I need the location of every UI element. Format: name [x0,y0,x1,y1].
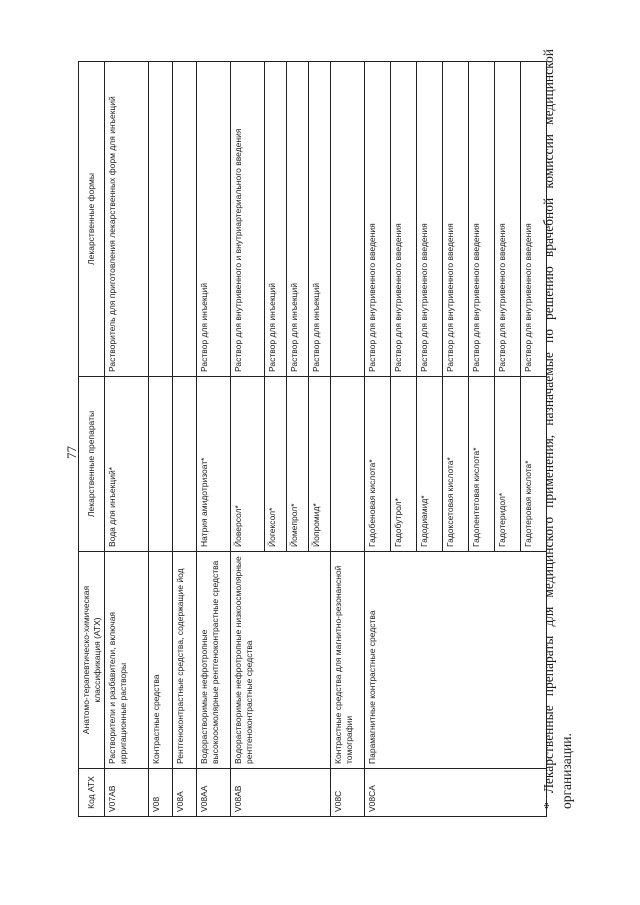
header-code: Код АТХ [79,769,105,817]
cell-form [331,62,365,377]
cell-form: Раствор для инъекций [309,62,331,377]
cell-code: V07AB [105,769,149,817]
table-row [105,62,149,817]
footnote: * Лекарственные препараты для медицинского применения, назначаемые по решению врачебной комиссии медицинской организации. [541,49,574,809]
cell-form: Раствор для внутривенного введения [417,62,443,377]
cell-form: Раствор для внутривенного введения [521,62,547,377]
cell-drug: Натрия амидотризоат* [197,377,231,552]
cell-form: Раствор для внутривенного введения [443,62,469,377]
cell-classification: Водорастворимые нефротропные высокоосмолярные рентгеноконтрастные средства [197,552,231,769]
cell-drug [331,377,365,552]
cell-form: Раствор для внутривенного и внутриартериального введения [231,62,265,377]
table-row [197,62,231,817]
cell-form [149,62,173,377]
cell-drug: Йопромид* [309,377,331,552]
table-row [331,62,365,817]
cell-drug [149,377,173,552]
cell-form: Раствор для внутривенного введения [469,62,495,377]
cell-classification: Рентгеноконтрастные средства, содержащие йод [173,552,197,769]
cell-drug: Гадотеровая кислота* [521,377,547,552]
cell-drug: Гадодиамид* [417,377,443,552]
cell-form: Раствор для инъекций [287,62,309,377]
cell-classification: Водорастворимые нефротропные низкоосмолярные рентгеноконтрастные средства [231,552,331,769]
cell-code: V08A [173,769,197,817]
cell-drug: Вода для инъекций* [105,377,149,552]
cell-classification: Парамагнитные контрастные средства [365,552,547,769]
cell-drug: Гадобутрол* [391,377,417,552]
cell-form: Раствор для инъекций [197,62,231,377]
table-row [365,62,391,817]
table-row [149,62,173,817]
cell-drug: Гадотеридол* [495,377,521,552]
cell-classification: Растворители и разбавители, включая ирригационные растворы [105,552,149,769]
cell-drug [173,377,197,552]
header-drugs: Лекарственные препараты [79,377,105,552]
cell-drug: Йогексол* [265,377,287,552]
cell-code: V08AB [231,769,331,817]
cell-classification: Контрастные средства для магнитно-резонансной томографии [331,552,365,769]
cell-form: Растворитель для приготовления лекарственных форм для инъекций [105,62,149,377]
cell-drug: Гадопентетовая кислота* [469,377,495,552]
cell-drug: Гадоксетовая кислота* [443,377,469,552]
cell-code: V08AA [197,769,231,817]
atx-table [78,61,547,817]
header-forms: Лекарственные формы [79,62,105,377]
cell-code: V08C [331,769,365,817]
table-header-row [79,62,105,817]
cell-form: Раствор для инъекций [265,62,287,377]
cell-drug: Йоверсол* [231,377,265,552]
table-row [231,62,265,817]
cell-classification: Контрастные средства [149,552,173,769]
header-classification: Анатомо-терапевтическо-химическая классификация (АТХ) [79,552,105,769]
cell-form [173,62,197,377]
table-row [173,62,197,817]
cell-form: Раствор для внутривенного введения [495,62,521,377]
cell-form: Раствор для внутривенного введения [365,62,391,377]
page-number: 77 [64,446,79,459]
cell-drug: Гадобеновая кислота* [365,377,391,552]
cell-code: V08CA [365,769,547,817]
cell-code: V08 [149,769,173,817]
cell-form: Раствор для внутривенного введения [391,62,417,377]
cell-drug: Йомепрол* [287,377,309,552]
